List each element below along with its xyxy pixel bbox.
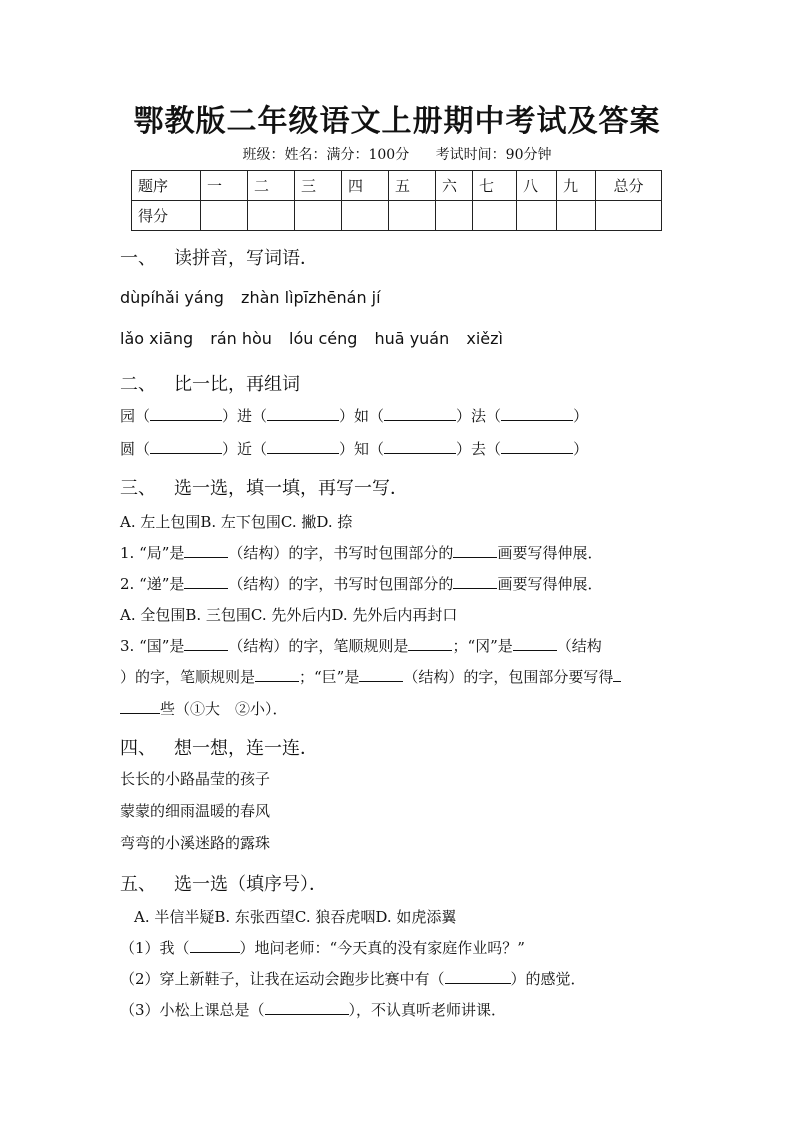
pinyin-item: lóu céng	[289, 329, 358, 348]
question-text: ）地问老师：“今天真的没有家庭作业吗？”	[239, 939, 525, 957]
pinyin-item: dùpíhǎi yáng	[120, 288, 224, 307]
answer-blank[interactable]	[384, 406, 456, 421]
question-text: 1. “局”是	[120, 544, 185, 562]
question-text: ）的字，笔顺规则是	[120, 668, 256, 686]
pinyin-item: lǎo xiāng	[120, 329, 194, 348]
section-title: 选一选，填一填，再写一写．	[174, 478, 408, 499]
section-number: 二、	[120, 374, 156, 395]
section-number: 五、	[120, 874, 156, 895]
document-title: 鄂教版二年级语文上册期中考试及答案	[133, 104, 661, 139]
score-header-cell: 七	[473, 171, 517, 201]
score-header-cell: 五	[389, 171, 436, 201]
section-5-heading	[120, 870, 327, 896]
score-header-cell: 六	[436, 171, 473, 201]
pinyin-item: huā yuán	[374, 329, 450, 348]
question-text: ）的感觉．	[510, 970, 586, 988]
score-cell[interactable]	[201, 201, 248, 231]
section-title: 比一比，再组词	[174, 374, 300, 395]
section-2-heading	[120, 370, 300, 396]
word-char: 园（	[120, 407, 151, 425]
score-header-cell: 四	[342, 171, 389, 201]
answer-blank[interactable]	[267, 406, 339, 421]
section-title: 想一想，连一连．	[174, 738, 318, 759]
word-char: ）	[573, 440, 589, 458]
question-text: （1）我（	[120, 939, 190, 957]
question-text: （2）穿上新鞋子，让我在运动会跑步比赛中有（	[120, 970, 445, 988]
answer-blank[interactable]	[184, 574, 228, 589]
answer-blank[interactable]	[501, 439, 573, 454]
question-text: （结构）的字，包围部分要写得	[403, 668, 614, 686]
word-char: ）	[573, 407, 589, 425]
score-header-cell: 二	[248, 171, 295, 201]
question-text: 2. “递”是	[120, 575, 185, 593]
question-line	[120, 573, 602, 594]
question-text: ），不认真听老师讲课．	[348, 1001, 507, 1019]
exam-info-time: 考试时间：90分钟	[435, 147, 552, 163]
options-line: A. 半信半疑B. 东张西望C. 狼吞虎咽D. 如虎添翼	[134, 908, 457, 926]
answer-blank[interactable]	[453, 574, 497, 589]
answer-blank[interactable]	[184, 636, 228, 651]
answer-blank[interactable]	[150, 406, 222, 421]
section-title: 读拼音，写词语．	[174, 248, 318, 269]
answer-blank[interactable]	[501, 406, 573, 421]
answer-blank[interactable]	[453, 543, 497, 558]
word-row-1	[120, 405, 588, 426]
answer-blank[interactable]	[150, 439, 222, 454]
question-line	[120, 968, 586, 989]
question-text: （结构）的字，书写时包围部分的	[228, 544, 454, 562]
score-cell[interactable]	[295, 201, 342, 231]
word-char: ）去（	[456, 440, 502, 458]
score-row-label: 得分	[132, 201, 201, 231]
question-line	[120, 635, 602, 656]
score-cell[interactable]	[557, 201, 596, 231]
answer-blank[interactable]	[255, 667, 299, 682]
question-text: ；“巨”是	[299, 668, 360, 686]
answer-blank[interactable]	[359, 667, 403, 682]
question-text: （3）小松上课总是（	[120, 1001, 265, 1019]
score-cell[interactable]	[473, 201, 517, 231]
exam-info-class: 班级：姓名：满分：100分	[242, 147, 410, 163]
score-cell[interactable]	[389, 201, 436, 231]
question-text: ；“冈”是	[452, 637, 513, 655]
score-header-cell: 题序	[132, 171, 201, 201]
answer-blank[interactable]	[445, 969, 511, 984]
score-header-cell: 一	[201, 171, 248, 201]
question-text: （结构	[556, 637, 602, 655]
score-table-score-row	[132, 201, 662, 231]
score-table	[131, 170, 662, 231]
question-text: （结构）的字，笔顺规则是	[228, 637, 409, 655]
question-text: 3. “国”是	[120, 637, 185, 655]
answer-blank[interactable]	[184, 543, 228, 558]
answer-blank[interactable]	[190, 938, 240, 953]
options-line: A. 左上包围B. 左下包围C. 撇D. 捺	[120, 513, 353, 531]
section-number: 一、	[120, 248, 156, 269]
word-char: ）法（	[456, 407, 502, 425]
question-line	[120, 542, 602, 563]
question-text: 些（①大 ②小）．	[160, 700, 288, 718]
answer-blank[interactable]	[513, 636, 557, 651]
pinyin-row-2	[120, 329, 515, 348]
pinyin-item: rán hòu	[210, 329, 272, 348]
score-header-cell: 三	[295, 171, 342, 201]
match-line: 长长的小路晶莹的孩子	[120, 770, 271, 788]
score-cell[interactable]	[596, 201, 662, 231]
pinyin-row-1	[120, 288, 393, 307]
score-cell[interactable]	[517, 201, 557, 231]
score-cell[interactable]	[342, 201, 389, 231]
score-cell[interactable]	[436, 201, 473, 231]
word-row-2	[120, 438, 588, 459]
section-number: 三、	[120, 478, 156, 499]
score-header-cell: 八	[517, 171, 557, 201]
question-text: 画要写得伸展．	[497, 544, 603, 562]
section-title: 选一选（填序号）．	[174, 874, 327, 895]
score-table-header-row	[132, 171, 662, 201]
section-4-heading	[120, 734, 318, 760]
word-char: ）如（	[339, 407, 385, 425]
answer-blank[interactable]	[120, 699, 160, 714]
score-header-cell: 总分	[596, 171, 662, 201]
word-char: ）知（	[339, 440, 385, 458]
question-line	[120, 698, 288, 719]
answer-blank[interactable]	[265, 1000, 349, 1015]
question-line	[120, 937, 525, 958]
score-cell[interactable]	[248, 201, 295, 231]
word-char: ）近（	[222, 440, 268, 458]
answer-blank[interactable]	[267, 439, 339, 454]
section-3-heading	[120, 474, 408, 500]
exam-info	[0, 144, 794, 164]
section-number: 四、	[120, 738, 156, 759]
answer-blank[interactable]	[613, 667, 621, 682]
pinyin-item: xiězì	[466, 329, 503, 348]
word-char: ）进（	[222, 407, 268, 425]
answer-blank[interactable]	[408, 636, 452, 651]
score-header-cell: 九	[557, 171, 596, 201]
question-text: 画要写得伸展．	[497, 575, 603, 593]
question-text: （结构）的字，书写时包围部分的	[228, 575, 454, 593]
question-line	[120, 666, 621, 687]
question-line	[120, 999, 506, 1020]
section-1-heading	[120, 244, 318, 270]
match-line: 弯弯的小溪迷路的露珠	[120, 834, 271, 852]
answer-blank[interactable]	[384, 439, 456, 454]
match-line: 蒙蒙的细雨温暖的春风	[120, 802, 271, 820]
pinyin-item: zhàn lìpīzhēnán jí	[241, 288, 381, 307]
word-char: 圆（	[120, 440, 151, 458]
options-line: A. 全包围B. 三包围C. 先外后内D. 先外后内再封口	[120, 606, 458, 624]
